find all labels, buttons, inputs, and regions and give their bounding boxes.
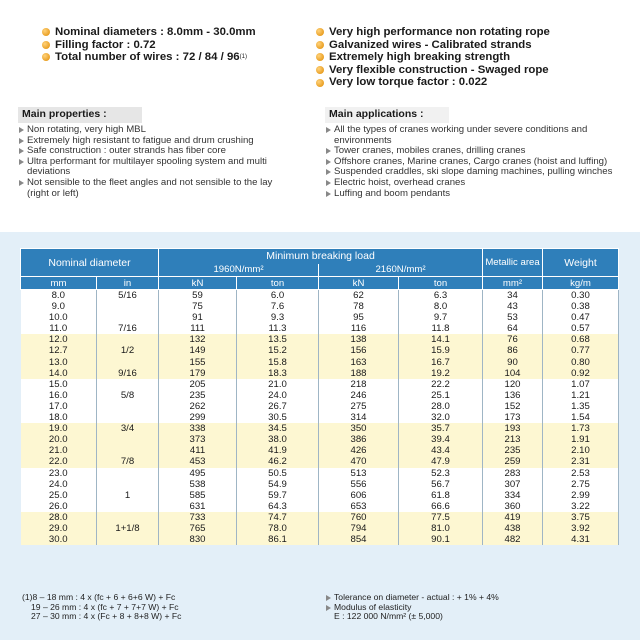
- table-cell: 6.3: [399, 290, 483, 302]
- feature-item: Filling factor : 0.72: [42, 39, 256, 52]
- main-properties-title: Main properties :: [18, 107, 142, 123]
- feature-item: Very high performance non rotating rope: [316, 26, 550, 39]
- table-cell: 50.5: [237, 468, 319, 479]
- unit-in: in: [97, 277, 159, 290]
- table-cell: 21.0: [237, 379, 319, 390]
- table-cell: [97, 401, 159, 412]
- table-cell: 59.7: [237, 490, 319, 501]
- table-cell: 81.0: [399, 523, 483, 534]
- table-cell: 76: [483, 334, 543, 345]
- table-cell: 15.9: [399, 345, 483, 356]
- table-cell: 90: [483, 357, 543, 368]
- table-cell: 95: [319, 312, 399, 323]
- table-cell: 299: [159, 412, 237, 423]
- unit-ton: ton: [399, 277, 483, 290]
- table-cell: 3.92: [543, 523, 619, 534]
- table-row: [21, 401, 619, 412]
- bullet-dot-icon: [42, 41, 50, 49]
- table-cell: 1.07: [543, 379, 619, 390]
- header-min-breaking-load: Minimum breaking load: [159, 249, 483, 264]
- table-cell: 438: [483, 523, 543, 534]
- table-cell: 17.0: [21, 401, 97, 412]
- table-cell: 1.54: [543, 412, 619, 423]
- table-cell: 733: [159, 512, 237, 523]
- table-cell: 22.0: [21, 456, 97, 467]
- bullet-dot-icon: [42, 53, 50, 61]
- table-cell: 78.0: [237, 523, 319, 534]
- features-right: [316, 26, 550, 89]
- table-row: [21, 423, 619, 434]
- unit-mm: mm: [21, 277, 97, 290]
- table-cell: 59: [159, 290, 237, 302]
- table-cell: 470: [319, 456, 399, 467]
- unit-ton: ton: [237, 277, 319, 290]
- table-cell: 262: [159, 401, 237, 412]
- table-cell: 0.92: [543, 368, 619, 379]
- table-cell: 41.9: [237, 445, 319, 456]
- table-row: [21, 501, 619, 512]
- note-item: Modulus of elasticity: [325, 603, 499, 613]
- table-cell: 11.8: [399, 323, 483, 334]
- header-grade-2160: 2160N/mm²: [319, 264, 483, 277]
- table-row: [21, 412, 619, 423]
- table-cell: 275: [319, 401, 399, 412]
- header-weight: Weight: [543, 249, 619, 277]
- table-cell: 26.7: [237, 401, 319, 412]
- main-properties-section: [18, 107, 280, 199]
- table-cell: 12.0: [21, 334, 97, 345]
- table-row: [21, 323, 619, 334]
- table-cell: 426: [319, 445, 399, 456]
- table-cell: 0.77: [543, 345, 619, 356]
- table-cell: 193: [483, 423, 543, 434]
- table-cell: 0.68: [543, 334, 619, 345]
- table-cell: 54.9: [237, 479, 319, 490]
- table-cell: 0.38: [543, 301, 619, 312]
- table-cell: 15.0: [21, 379, 97, 390]
- table-cell: 7/8: [97, 456, 159, 467]
- table-row: [21, 345, 619, 356]
- table-row: [21, 334, 619, 345]
- table-cell: 23.0: [21, 468, 97, 479]
- main-applications-list: [325, 125, 625, 199]
- table-cell: 28.0: [21, 512, 97, 523]
- table-cell: 116: [319, 323, 399, 334]
- features-left: [42, 26, 256, 64]
- table-cell: [97, 445, 159, 456]
- table-cell: 66.6: [399, 501, 483, 512]
- table-cell: 9.7: [399, 312, 483, 323]
- table-row: [21, 390, 619, 401]
- list-item: Tower cranes, mobiles cranes, drilling cranes: [325, 146, 625, 157]
- table-cell: 1.35: [543, 401, 619, 412]
- table-cell: 314: [319, 412, 399, 423]
- table-cell: 155: [159, 357, 237, 368]
- table-cell: 32.0: [399, 412, 483, 423]
- table-cell: [97, 357, 159, 368]
- table-cell: [97, 434, 159, 445]
- main-applications-section: [325, 107, 625, 199]
- table-cell: 283: [483, 468, 543, 479]
- table-cell: 34.5: [237, 423, 319, 434]
- table-cell: 8.0: [399, 301, 483, 312]
- table-cell: 360: [483, 501, 543, 512]
- feature-item: Extremely high breaking strength: [316, 51, 550, 64]
- table-cell: 1+1/8: [97, 523, 159, 534]
- table-row: [21, 445, 619, 456]
- table-cell: 6.0: [237, 290, 319, 302]
- table-body: [21, 290, 619, 546]
- feature-item: Very flexible construction - Swaged rope: [316, 64, 550, 77]
- table-cell: 30.5: [237, 412, 319, 423]
- table-cell: 86: [483, 345, 543, 356]
- feature-item: Total number of wires : 72 / 84 / 96 (1): [42, 51, 256, 64]
- table-cell: 56.7: [399, 479, 483, 490]
- table-cell: 64.3: [237, 501, 319, 512]
- table-row: [21, 379, 619, 390]
- table-cell: [97, 501, 159, 512]
- table-cell: 15.2: [237, 345, 319, 356]
- footnote-marker: (1): [239, 54, 247, 61]
- table-cell: 13.5: [237, 334, 319, 345]
- header-grade-1960: 1960N/mm²: [159, 264, 319, 277]
- table-cell: 213: [483, 434, 543, 445]
- table-cell: 38.0: [237, 434, 319, 445]
- table-cell: 35.7: [399, 423, 483, 434]
- table-row: [21, 468, 619, 479]
- table-cell: 136: [483, 390, 543, 401]
- table-cell: 18.3: [237, 368, 319, 379]
- list-item: Ultra performant for multilayer spooling system and multi deviations: [18, 157, 280, 178]
- table-cell: [97, 379, 159, 390]
- table-cell: 0.57: [543, 323, 619, 334]
- table-cell: 163: [319, 357, 399, 368]
- bullet-dot-icon: [42, 28, 50, 36]
- table-cell: 74.7: [237, 512, 319, 523]
- footnote-line: 27 – 30 mm : 4 x (Fc + 8 + 8+8 W) + Fc: [31, 611, 182, 621]
- table-cell: 4.31: [543, 534, 619, 545]
- table-cell: 25.0: [21, 490, 97, 501]
- table-cell: 794: [319, 523, 399, 534]
- table-row: [21, 357, 619, 368]
- table-cell: 3/4: [97, 423, 159, 434]
- main-applications-title: Main applications :: [325, 107, 449, 123]
- table-cell: 5/16: [97, 290, 159, 302]
- table-cell: 120: [483, 379, 543, 390]
- table-cell: 52.3: [399, 468, 483, 479]
- table-cell: 2.10: [543, 445, 619, 456]
- table-row: [21, 290, 619, 302]
- table-row: [21, 490, 619, 501]
- table-cell: 104: [483, 368, 543, 379]
- table-cell: 19.0: [21, 423, 97, 434]
- table-row: [21, 479, 619, 490]
- table-cell: 2.75: [543, 479, 619, 490]
- table-cell: 7.6: [237, 301, 319, 312]
- table-cell: 22.2: [399, 379, 483, 390]
- table-cell: 10.0: [21, 312, 97, 323]
- table-cell: 373: [159, 434, 237, 445]
- table-cell: 156: [319, 345, 399, 356]
- table-cell: 495: [159, 468, 237, 479]
- table-cell: [97, 468, 159, 479]
- table-row: [21, 434, 619, 445]
- table-cell: [97, 301, 159, 312]
- table-cell: 235: [159, 390, 237, 401]
- table-cell: 9.3: [237, 312, 319, 323]
- table-cell: 13.0: [21, 357, 97, 368]
- list-item: Suspended craddles, ski slope daming machines, pulling winches: [325, 167, 625, 178]
- table-cell: [97, 334, 159, 345]
- table-cell: 419: [483, 512, 543, 523]
- table-cell: [97, 312, 159, 323]
- bullet-dot-icon: [316, 53, 324, 61]
- table-row: [21, 312, 619, 323]
- main-properties-list: [18, 125, 280, 199]
- table-cell: 631: [159, 501, 237, 512]
- table-cell: 307: [483, 479, 543, 490]
- table-cell: [97, 412, 159, 423]
- table-cell: 556: [319, 479, 399, 490]
- table-cell: 29.0: [21, 523, 97, 534]
- list-item: All the types of cranes working under severe conditions and environments: [325, 125, 625, 146]
- table-cell: 18.0: [21, 412, 97, 423]
- table-cell: 0.47: [543, 312, 619, 323]
- table-cell: 149: [159, 345, 237, 356]
- list-item: Non rotating, very high MBL: [18, 125, 280, 136]
- table-cell: 1: [97, 490, 159, 501]
- table-cell: 91: [159, 312, 237, 323]
- table-cell: 1.73: [543, 423, 619, 434]
- table-cell: 259: [483, 456, 543, 467]
- table-cell: 26.0: [21, 501, 97, 512]
- list-item: Not sensible to the fleet angles and not sensible to the lay (right or left): [18, 178, 280, 199]
- table-cell: 16.7: [399, 357, 483, 368]
- table-cell: 7/16: [97, 323, 159, 334]
- table-cell: 138: [319, 334, 399, 345]
- table-cell: 2.99: [543, 490, 619, 501]
- table-cell: 77.5: [399, 512, 483, 523]
- table-cell: 235: [483, 445, 543, 456]
- bullet-dot-icon: [316, 79, 324, 87]
- table-cell: 173: [483, 412, 543, 423]
- table-cell: 1.91: [543, 434, 619, 445]
- table-cell: 760: [319, 512, 399, 523]
- table-cell: 15.8: [237, 357, 319, 368]
- table-cell: 0.80: [543, 357, 619, 368]
- table-cell: 1.21: [543, 390, 619, 401]
- table-row: [21, 512, 619, 523]
- table-cell: 585: [159, 490, 237, 501]
- table-cell: 24.0: [21, 479, 97, 490]
- table-cell: 21.0: [21, 445, 97, 456]
- table-cell: 334: [483, 490, 543, 501]
- table-cell: 46.2: [237, 456, 319, 467]
- table-cell: 5/8: [97, 390, 159, 401]
- table-cell: 3.75: [543, 512, 619, 523]
- table-cell: 30.0: [21, 534, 97, 545]
- table-cell: 25.1: [399, 390, 483, 401]
- list-item: Luffing and boom pendants: [325, 189, 625, 200]
- table-cell: 28.0: [399, 401, 483, 412]
- table-cell: 39.4: [399, 434, 483, 445]
- table-cell: 2.53: [543, 468, 619, 479]
- table-cell: 218: [319, 379, 399, 390]
- table-cell: 34: [483, 290, 543, 302]
- bullet-dot-icon: [316, 41, 324, 49]
- table-cell: 538: [159, 479, 237, 490]
- table-row: [21, 456, 619, 467]
- table-cell: 350: [319, 423, 399, 434]
- table-cell: 854: [319, 534, 399, 545]
- table-cell: 43: [483, 301, 543, 312]
- table-cell: 11.3: [237, 323, 319, 334]
- table-cell: 0.30: [543, 290, 619, 302]
- list-item: Electric hoist, overhead cranes: [325, 178, 625, 189]
- table-cell: 2.31: [543, 456, 619, 467]
- footnote-line: 19 – 26 mm : 4 x (fc + 7 + 7+7 W) + Fc: [31, 601, 179, 612]
- table-cell: 9/16: [97, 368, 159, 379]
- header-metallic-area: Metallic area: [483, 249, 543, 277]
- specification-table: [20, 248, 619, 545]
- table-cell: 1/2: [97, 345, 159, 356]
- table-cell: 64: [483, 323, 543, 334]
- table-cell: 411: [159, 445, 237, 456]
- table-cell: 16.0: [21, 390, 97, 401]
- list-item: Extremely high resistant to fatigue and drum crushing: [18, 136, 280, 147]
- table-cell: 338: [159, 423, 237, 434]
- feature-item: Galvanized wires - Calibrated strands: [316, 39, 550, 52]
- table-cell: 132: [159, 334, 237, 345]
- table-row: [21, 368, 619, 379]
- table-cell: [97, 534, 159, 545]
- unit-kg-per-m: kg/m: [543, 277, 619, 290]
- table-cell: 43.4: [399, 445, 483, 456]
- list-item: Safe construction : outer strands has fiber core: [18, 146, 280, 157]
- table-cell: 24.0: [237, 390, 319, 401]
- table-cell: 606: [319, 490, 399, 501]
- table-cell: 14.1: [399, 334, 483, 345]
- table-cell: 3.22: [543, 501, 619, 512]
- table-row: [21, 523, 619, 534]
- table-row: [21, 301, 619, 312]
- note-item: Tolerance on diameter - actual : + 1% + 4%: [325, 593, 499, 603]
- table-cell: 53: [483, 312, 543, 323]
- table-row: [21, 534, 619, 545]
- header-nominal-diameter: Nominal diameter: [21, 249, 159, 277]
- feature-item: Nominal diameters : 8.0mm - 30.0mm: [42, 26, 256, 39]
- table-cell: 9.0: [21, 301, 97, 312]
- table-cell: 86.1: [237, 534, 319, 545]
- unit-kn: kN: [319, 277, 399, 290]
- table-cell: 765: [159, 523, 237, 534]
- table-cell: 11.0: [21, 323, 97, 334]
- table-cell: 179: [159, 368, 237, 379]
- table-cell: 246: [319, 390, 399, 401]
- table-cell: 14.0: [21, 368, 97, 379]
- table-cell: 62: [319, 290, 399, 302]
- unit-kn: kN: [159, 277, 237, 290]
- bullet-dot-icon: [316, 28, 324, 36]
- table-cell: 61.8: [399, 490, 483, 501]
- table-cell: 20.0: [21, 434, 97, 445]
- table-cell: 653: [319, 501, 399, 512]
- table-cell: 111: [159, 323, 237, 334]
- table-cell: 205: [159, 379, 237, 390]
- table-cell: [97, 479, 159, 490]
- table-cell: 386: [319, 434, 399, 445]
- table-cell: 513: [319, 468, 399, 479]
- construction-footnotes: [22, 593, 181, 622]
- table-cell: 19.2: [399, 368, 483, 379]
- technical-notes: [325, 593, 499, 622]
- table-cell: 453: [159, 456, 237, 467]
- feature-item: Very low torque factor : 0.022: [316, 76, 550, 89]
- table-cell: 75: [159, 301, 237, 312]
- table-cell: 12.7: [21, 345, 97, 356]
- table-cell: [97, 512, 159, 523]
- note-line: E : 122 000 N/mm² (± 5,000): [334, 611, 443, 621]
- table-cell: 482: [483, 534, 543, 545]
- list-item: Offshore cranes, Marine cranes, Cargo cranes (hoist and luffing): [325, 157, 625, 168]
- bullet-dot-icon: [316, 66, 324, 74]
- unit-mm2: mm²: [483, 277, 543, 290]
- table-cell: 152: [483, 401, 543, 412]
- table-cell: 188: [319, 368, 399, 379]
- footnote-line: (1)8 – 18 mm : 4 x (fc + 6 + 6+6 W) + Fc: [22, 592, 176, 602]
- table-cell: 47.9: [399, 456, 483, 467]
- table-cell: 830: [159, 534, 237, 545]
- table-cell: 90.1: [399, 534, 483, 545]
- table-cell: 8.0: [21, 290, 97, 302]
- table-cell: 78: [319, 301, 399, 312]
